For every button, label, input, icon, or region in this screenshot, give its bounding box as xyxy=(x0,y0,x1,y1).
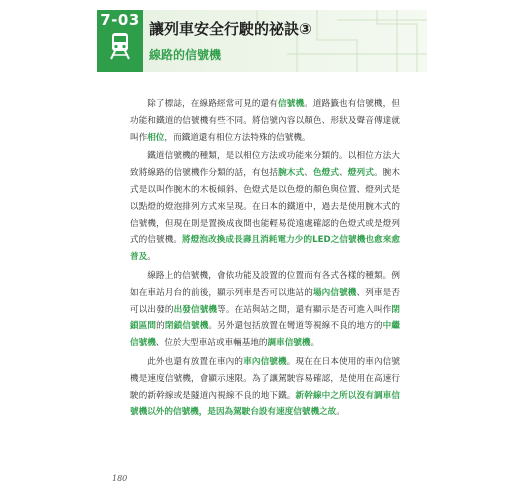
highlighted-term: 信號機 xyxy=(278,99,305,109)
highlighted-term: 相位 xyxy=(147,132,165,143)
highlighted-term: 中繼信號機 xyxy=(130,321,400,349)
highlighted-term: 場內信號機 xyxy=(312,287,357,298)
train-icon xyxy=(108,32,132,60)
article-body xyxy=(130,96,400,423)
text-run: 。 xyxy=(147,252,156,263)
text-run: 、列車是否可以出發的 xyxy=(130,287,400,315)
body-paragraph xyxy=(130,354,400,421)
text-run: 的 xyxy=(156,321,165,332)
highlighted-term: 調車信號機 xyxy=(267,338,311,349)
body-paragraph xyxy=(130,148,400,266)
text-run: 線路上的信號機，會依功能及設置的位置而有各式各樣的種類。例如在車站月台的前後，顯示列車是否可以進站的 xyxy=(130,270,400,298)
page-subtitle: 線路的信號機 xyxy=(149,48,222,62)
highlighted-term: 出發信號機 xyxy=(173,304,218,315)
highlighted-term: 燈列式 xyxy=(347,168,374,179)
text-run: 此外也還有放置在車內的 xyxy=(147,356,244,367)
section-number: 7-03 xyxy=(100,11,140,29)
body-paragraph xyxy=(130,268,400,352)
text-run: 、 xyxy=(339,168,348,179)
text-run: ，而鐵道還有相位方法特殊的信號機。 xyxy=(164,132,311,143)
highlighted-term: 將燈泡改換成長壽且消耗電力少的LED之信號機也愈來愈普及 xyxy=(130,235,400,263)
highlighted-term: 閉鎖區間 xyxy=(130,304,400,332)
text-run: 。腕木式是以叫作腕木的木板傾斜、色燈式是以色燈的顏色與位置、燈列式是以點燈的燈泡排列方式來呈現。在日本的鐵道中，過去是使用腕木式的信號機，但現在則是置換成夜間也能輕易從遠處確認的色燈式或是燈列式的信號機。 xyxy=(130,168,400,246)
text-run: 。道路籤也有信號機，但功能和鐵道的信號機有些不同。將信號內容以顏色、形狀及聲音傳達就叫作 xyxy=(130,99,400,143)
page-title: 讓列車安全行駛的祕訣③ xyxy=(149,20,312,38)
highlighted-term: 色燈式 xyxy=(312,168,340,179)
section-badge xyxy=(97,10,143,72)
text-run: 、 xyxy=(304,168,313,179)
text-run: 鐵道信號機的種類，是以相位方法或功能來分類的。以相位方法大致將線路的信號機作分類的話，有包括 xyxy=(130,151,400,179)
highlighted-term: 車內信號機 xyxy=(243,356,287,367)
text-run: 等。在站與站之間，還有顯示是否可進入叫作 xyxy=(217,304,392,315)
title-band xyxy=(143,10,427,72)
text-run: 、位於大型車站或車輛基地的 xyxy=(155,338,268,349)
highlighted-term: 閉鎖信號機 xyxy=(164,321,209,332)
text-run: 。另外還包括放置在彎道等視線不良的地方的 xyxy=(208,321,383,332)
text-run: 。 xyxy=(336,407,345,418)
page-number: 180 xyxy=(112,474,128,483)
body-paragraph xyxy=(130,96,400,146)
highlighted-term: 新幹線中之所以沒有調車信號機以外的信號機，是因為駕駛台設有速度信號機之故 xyxy=(130,390,400,418)
text-run: 。現在在日本使用的車內信號機是速度信號機，會顯示速限。為了讓駕駛容易確認，是使用在高速行駛的新幹線或是隧道內視線不良的地下鐵。 xyxy=(130,356,400,401)
text-run: 除了標誌，在線路經常可見的還有 xyxy=(147,99,278,109)
section-header xyxy=(97,10,427,72)
highlighted-term: 腕木式 xyxy=(278,168,305,179)
text-run: 。 xyxy=(310,338,320,349)
